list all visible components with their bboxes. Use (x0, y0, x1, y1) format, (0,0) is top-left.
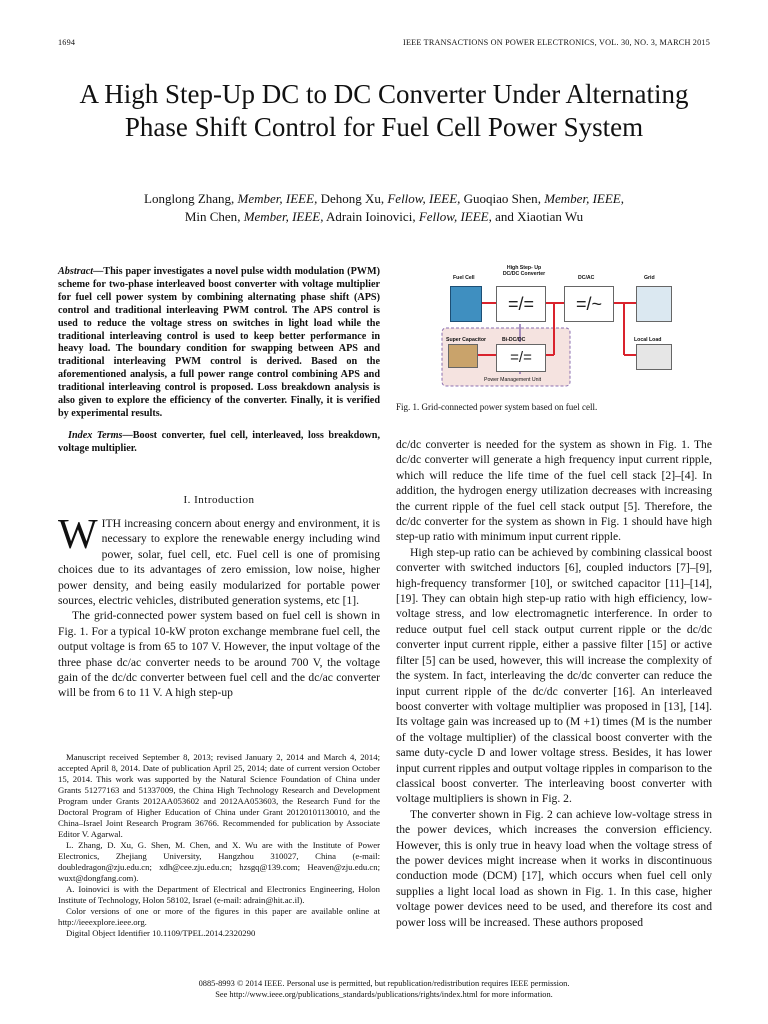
author-list: Longlong Zhang, Member, IEEE, Dehong Xu, Fellow, IEEE, Guoqiao Shen, Member, IEEE, Min Chen, Member, IEEE, Adrain Ioinovici, Fellow, IEEE, and Xiaotian Wu (144, 191, 624, 224)
local-load-label: Local Load (634, 337, 662, 343)
journal-header: IEEE TRANSACTIONS ON POWER ELECTRONICS, VOL. 30, NO. 3, MARCH 2015 (403, 38, 710, 47)
converter-label: High Step- Up DC/DC Converter (502, 265, 546, 277)
grid-label: Grid (644, 275, 655, 281)
figure-1-caption: Fig. 1. Grid-connected power system based on fuel cell. (396, 402, 598, 412)
copyright-notice: 0885-8993 © 2014 IEEE. Personal use is permitted, but republication/redistribution requires IEEE permission. See http://www.ieee.org/publications_standards/publications/rights/index.html for more information. (198, 979, 570, 999)
supercap-icon (448, 344, 478, 368)
figure-1-diagram (440, 262, 676, 390)
bidcdc-block: =/= (496, 344, 546, 372)
index-terms: Index Terms—Boost converter, fuel cell, interleaved, loss breakdown, voltage multiplier. (58, 429, 380, 454)
grid-tower-icon (636, 286, 672, 322)
fuel-cell-label: Fuel Cell (453, 275, 475, 281)
bidcdc-label: Bi-DC/DC (502, 337, 526, 343)
dcac-label: DC/AC (578, 275, 595, 281)
drop-cap: W (58, 512, 98, 558)
right-column-text: dc/dc converter is needed for the system as shown in Fig. 1. The dc/dc converter will generate a high frequency input current ripple, which will reduce the life time of the fuel cell stack [2]–[4]. In addition, the hydrogen energy utilization decreases with increasing the current ripple of the fuel cell stack output [5]. Therefore, the dc/dc converter for the system as shown in Fig. 1 should have high step-up ratio with minimum input current ripple. High step-up ratio can be achieved by combining classical boost converter with switched inductors [6], coupled inductors [7]–[9], high-frequency transformer [10], or switched capacitor [11]–[14], [19]. They can obtain high step-up ratio with high efficiency, low-voltage stress, and low electromagnetic interference. In order to reduce output fuel cell stack output current ripple or the dc/dc converter input current ripple, either a passive filter [15] or active filter [5] can be used, however, this will increase the complexity of the system. In fact, interleaving the dc/dc converter can reduce the input current ripple of the dc/dc converter [16]. An interleaved boost converter with voltage multiplier was proposed in [13], [14]. Its voltage gain was increased up to (M +1) times (M is the number of the voltage multiplier) of the classical boost converter with the same duty-cycle D and lower voltage stress. Besides, it has lower input current ripples and output voltage ripples in comparison to the classical boost converter. The interleaving boost converter with voltage multipliers is shown in Fig. 2. The converter shown in Fig. 2 can achieve low-voltage stress in the power devices, which increases the conversion efficiency. However, this is only true in heavy load when the voltage stress of the power devices might increase when it works in discontinuous conduction mode (DCM) [17], which occurs when fuel cell only supplies a light local load as shown in Fig. 1. In this case, higher voltage power devices need to be used, and therefore its cost and power loss will be increased. These authors proposed (396, 438, 712, 929)
dcac-block: =/~ (564, 286, 614, 322)
dcdc-converter-block: =/= (496, 286, 546, 322)
fuel-cell-panel (450, 286, 482, 322)
pmu-label: Power Management Unit (484, 377, 542, 383)
local-load-icon (636, 344, 672, 370)
footnotes: Manuscript received September 8, 2013; revised January 2, 2014 and March 4, 2014; accepted April 8, 2014. Date of publication April 25, 2014; date of current version October 15, 2014. This work was supported by the Natural Science Foundation of China under Grants 51277163 and 51337009, the China High Technology Research and Development Program under Grants 2012AA053602 and 2012AA053603, the Research Fund for the Doctoral Program of Higher Education of China under Grant 20120101130010, and the China–Israel Joint Research Program 36766. Recommended for publication by Associate Editor V. Agarwal. L. Zhang, D. Xu, G. Shen, M. Chen, and X. Wu are with the Institute of Power Electronics, Zhejiang University, Hangzhou 310027, China (e-mail: doubledragon@zju.edu.cn; xdh@cee.zju.edu.cn; hzsgq@139.com; Heaven@zju.edu.cn; wuxt@dongfang.com). A. Ioinovici is with the Department of Electrical and Electronics Engineering, Holon Institute of Technology, Holon 58102, Israel (e-mail: adrain@hit.ac.il). Color versions of one or more of the figures in this paper are available online at http://ieeexplore.ieee.org. Digital Object Identifier 10.1109/TPEL.2014.2320290 (58, 752, 380, 938)
figure-wiring (440, 262, 676, 390)
intro-text: WITH increasing concern about energy and environment, it is necessary to explore the renewable energy including wind power, solar, fuel cell, etc. Fuel cell is one of promising choices due to its advantages of zero emission, low noise, higher power density, and being easily modularized for portable power sources, electric vehicles, distributed generation systems, etc [1]. The grid-connected power system based on fuel cell is shown in Fig. 1. For a typical 10-kW proton exchange membrane fuel cell, the output voltage is from 65 to 107 V. However, the input voltage of the three phase dc/ac converter needs to be around 700 V, the voltage gain of the dc/dc converter between fuel cell and the dc/ac converter will be from 6 to 11 V. A high step-up (58, 512, 380, 700)
section-heading: I. Introduction (183, 494, 255, 506)
paper-title: A High Step-Up DC to DC Converter Under Alternating Phase Shift Control for Fuel Cell Power System (79, 79, 689, 142)
page-number: 1694 (58, 38, 76, 47)
supercap-label: Super Capacitor (446, 337, 487, 343)
abstract: Abstract—This paper investigates a novel pulse width modulation (PWM) scheme for two-phase interleaved boost converter with voltage multiplier for fuel cell power system by combining alternating phase shift (APS) control and traditional interleaving PWM control. The APS control is used to reduce the voltage stress on switches in light load while the traditional interleaving control is used to keep better performance in heavy load. The boundary condition for swapping between APS and traditional interleaving PWM control is derived. Based on the aforementioned analysis, a full power range control combining APS and traditional interleaving control is proposed. Loss breakdown analysis is also given to explore the efficiency of the converter. Finally, it is verified by experimental results. Index Terms—Boost converter, fuel cell, interleaved, loss breakdown, voltage multiplier. (58, 266, 380, 454)
